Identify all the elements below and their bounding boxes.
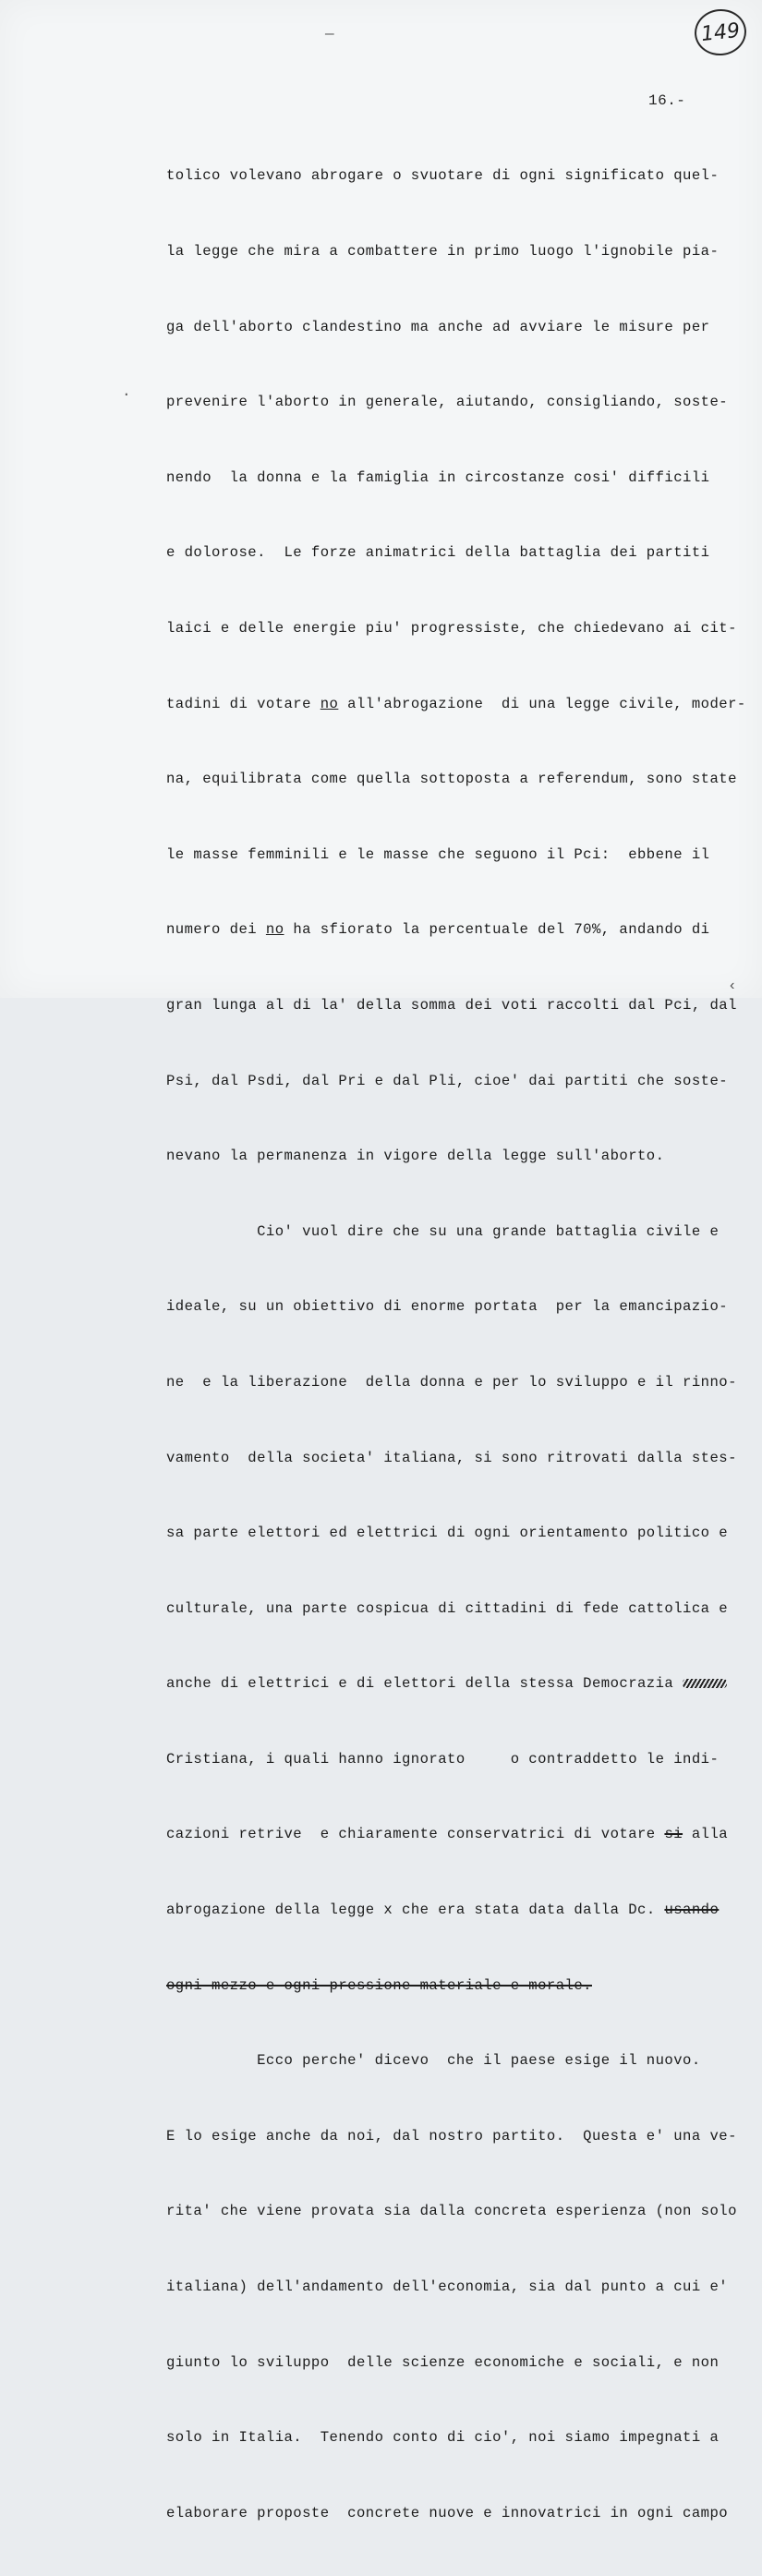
text-segment: vamento della societa' italiana, si sono ritrovati dalla stes-: [166, 1449, 737, 1466]
text-line: [166, 1597, 757, 1622]
text-segment: nendo la donna e la famiglia in circostanze cosi' difficili: [166, 468, 710, 486]
margin-mark: ·: [122, 386, 131, 403]
text-line: [166, 2124, 757, 2149]
text-segment: culturale, una parte cospicua di cittadini di fede cattolica e: [166, 1599, 729, 1617]
text-line: [166, 1144, 757, 1169]
text-segment: che era stata data dalla Dc.: [393, 1902, 665, 1919]
text-line: [166, 164, 757, 188]
text-line: [166, 843, 757, 868]
text-segment: rita' che viene provata sia dalla concreta esperienza (non solo: [166, 2203, 737, 2220]
text-segment: ga dell'aborto clandestino ma anche ad avviare le misure per: [166, 318, 710, 335]
text-segment: tadini di votare: [166, 695, 321, 712]
underlined-word: no: [320, 695, 339, 712]
text-segment: anche di elettrici e di elettori della stessa Democrazia: [166, 1675, 683, 1693]
text-segment: tolico volevano abrogare o svuotare di ogni significato quel-: [166, 167, 720, 185]
text-segment: ne e la liberazione della donna e per lo sviluppo e il rinno-: [166, 1373, 737, 1391]
text-line: [166, 541, 757, 565]
text-segment: cazioni retrive e chiaramente conservatrici di votare: [166, 1826, 665, 1843]
insertion-mark: x: [383, 1902, 393, 1919]
text-segment: E lo esige anche da noi, dal nostro partito. Questa e' una ve-: [166, 2127, 737, 2145]
scribbled-out-word: [683, 1679, 727, 1688]
text-line: [166, 2199, 757, 2224]
struck-phrase: ogni mezzo e ogni pressione materiale e morale.: [166, 1976, 592, 1994]
text-line: [166, 1370, 757, 1395]
text-segment: nevano la permanenza in vigore della legge sull'aborto.: [166, 1148, 665, 1165]
text-segment: le masse femminili e le masse che seguono il Pci: ebbene il: [166, 845, 710, 863]
text-segment: na, equilibrata come quella sottoposta a referendum, sono state: [166, 771, 737, 788]
text-segment: Ecco perche' dicevo che il paese esige il nuovo.: [166, 2052, 701, 2070]
text-segment: ha sfiorato la percentuale del 70%, andando di: [284, 921, 710, 939]
text-segment: Cristiana, i quali hanno ignorato o contraddetto le indi-: [166, 1750, 720, 1768]
text-line: [166, 1747, 757, 1772]
text-line: [166, 917, 757, 942]
text-line: [166, 2501, 757, 2526]
text-segment: prevenire l'aborto in generale, aiutando, consigliando, soste-: [166, 394, 729, 411]
text-segment: solo in Italia. Tenendo conto di cio', noi siamo impegnati a: [166, 2429, 720, 2447]
struck-word: usando: [664, 1902, 720, 1919]
archive-page-stamp: 149: [693, 6, 749, 58]
text-segment: e dolorose. Le forze animatrici della battaglia dei partiti: [166, 544, 710, 562]
struck-word: si: [664, 1826, 683, 1843]
text-line: [166, 1671, 757, 1696]
text-line: [166, 767, 757, 792]
text-segment: elaborare proposte concrete nuove e innovatrici in ogni campo: [166, 2504, 729, 2521]
text-segment: ideale, su un obiettivo di enorme portata per la emancipazio-: [166, 1298, 729, 1316]
text-line: [166, 1521, 757, 1546]
text-line: [166, 466, 757, 491]
text-line: [166, 1220, 757, 1245]
text-segment: Cio' vuol dire che su una grande battaglia civile e: [166, 1222, 720, 1240]
text-line: [166, 2351, 757, 2376]
text-line: [166, 1974, 757, 1999]
text-line: [166, 616, 757, 641]
text-segment: alla: [683, 1826, 729, 1843]
text-line: [166, 993, 757, 1018]
text-segment: italiana) dell'andamento dell'economia, sia dal punto a cui e': [166, 2278, 729, 2296]
text-line: [166, 1294, 757, 1319]
text-segment: sa parte elettori ed elettrici di ogni orientamento politico e: [166, 1525, 729, 1542]
text-line: [166, 1822, 757, 1847]
text-line: [166, 239, 757, 264]
text-segment: laici e delle energie piu' progressiste, che chiedevano ai cit-: [166, 619, 737, 637]
text-segment: numero dei: [166, 921, 266, 939]
text-line: [166, 1446, 757, 1471]
text-line: [166, 2275, 757, 2300]
text-segment: abrogazione della legge: [166, 1902, 384, 1919]
text-line: [166, 1898, 757, 1923]
underlined-word: no: [265, 921, 284, 939]
text-line: [166, 2425, 757, 2450]
text-line: [166, 2048, 757, 2073]
text-segment: Psi, dal Psdi, dal Pri e dal Pli, cioe' dai partiti che soste-: [166, 1072, 729, 1089]
typewritten-body: [166, 114, 757, 2576]
text-segment: la legge che mira a combattere in primo luogo l'ignobile pia-: [166, 243, 720, 260]
page-number: 16.-: [648, 92, 686, 109]
text-line: [166, 1069, 757, 1094]
text-line: [166, 315, 757, 340]
text-line: [166, 390, 757, 415]
text-segment: gran lunga al di la' della somma dei voti raccolti dal Pci, dal: [166, 996, 737, 1014]
pencil-mark: —: [325, 26, 334, 43]
text-line: [166, 692, 757, 717]
text-segment: giunto lo sviluppo delle scienze economiche e sociali, e non: [166, 2353, 720, 2371]
text-segment: all'abrogazione di una legge civile, moder-: [338, 695, 746, 712]
corner-mark: ‹: [728, 978, 737, 994]
